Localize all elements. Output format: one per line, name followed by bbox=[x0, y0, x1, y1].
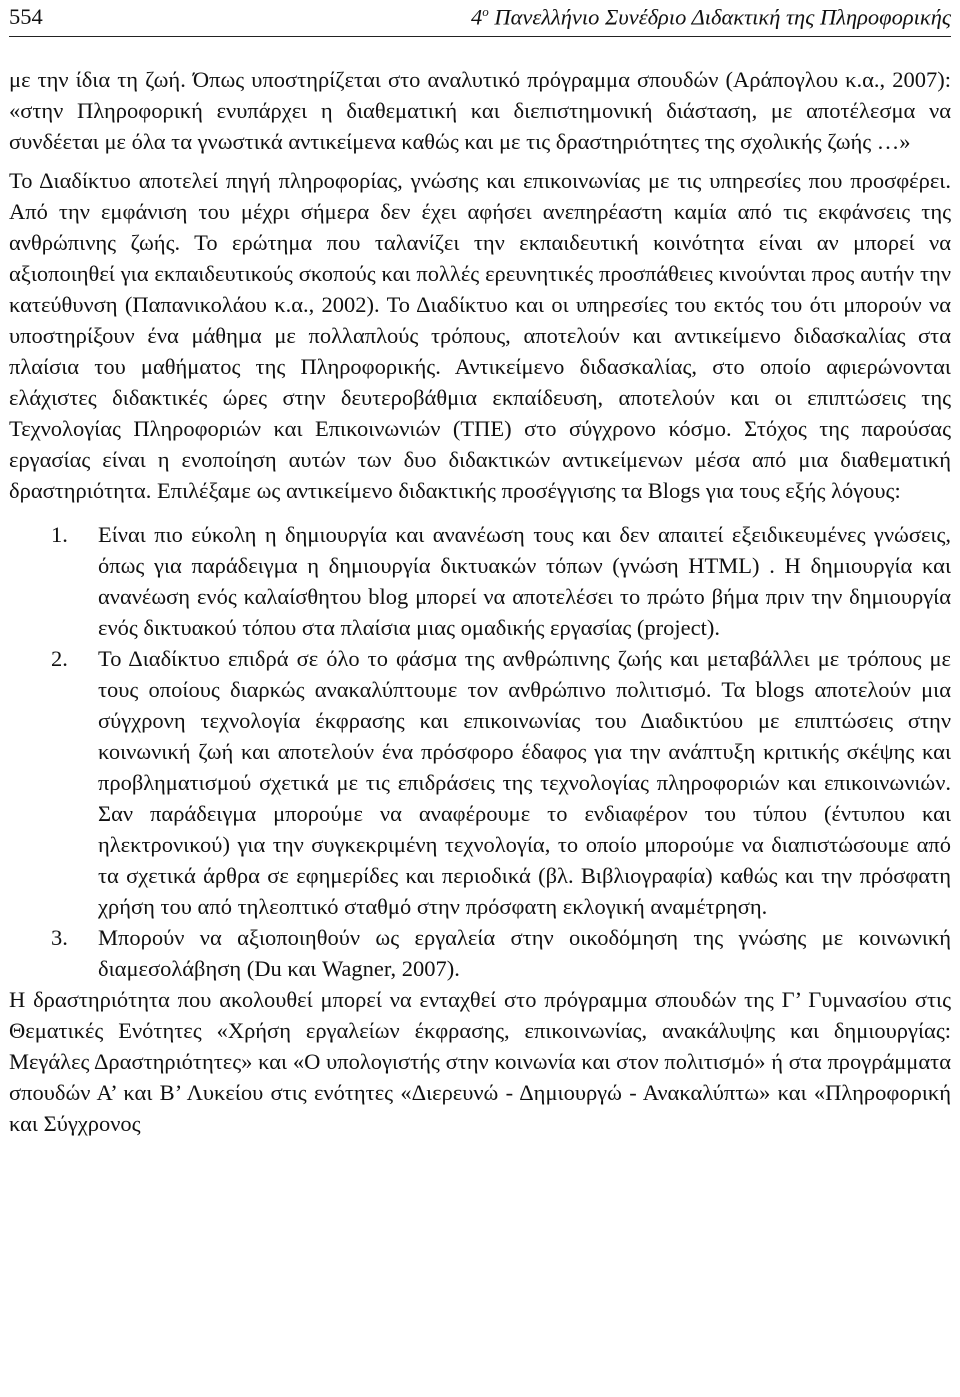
conference-title-rest: Πανελλήνιο Συνέδριο Διδακτική της Πληροφορικής bbox=[488, 4, 951, 30]
list-item bbox=[9, 922, 951, 984]
list-item-text: Είναι πιο εύκολη η δημιουργία και ανανέωση τους και δεν απαιτεί εξειδικευμένες γνώσεις, όπως για παράδειγμα η δημιουργία δικτυακών τόπων (γνώση HTML) . Η δημιουργία και ανανέωση ενός καλαίσθητου blog μπορεί να αποτελέσει το πρώτο βήμα πριν την δημιουργία ενός δικτυακού τόπου στα πλαίσια μιας ομαδικής εργασίας (project). bbox=[98, 522, 951, 640]
reasons-list bbox=[9, 519, 951, 984]
page-header bbox=[9, 2, 951, 37]
list-item-number: 1. bbox=[51, 522, 68, 547]
page-body bbox=[9, 64, 951, 1139]
paragraph-activity: Η δραστηριότητα που ακολουθεί μπορεί να ενταχθεί στο πρόγραμμα σπουδών της Γ’ Γυμνασίου στις Θεματικές Ενότητες «Χρήση εργαλείων έκφρασης, επικοινωνίας, ανακάλυψης και δημιουργίας: Μεγάλες Δραστηριότητες» και «Ο υπολογιστής στην κοινωνία και στον πολιτισμό» ή στα προγράμματα σπουδών Α’ και Β’ Λυκείου στις ενότητες «Διερευνώ - Δημιουργώ - Ανακαλύπτω» και «Πληροφορική και Σύγχρονος bbox=[9, 987, 951, 1136]
list-item-number: 3. bbox=[51, 925, 68, 950]
list-item-text: Το Διαδίκτυο επιδρά σε όλο το φάσμα της ανθρώπινης ζωής και μεταβάλλει με τρόπους με τους οποίους διαρκώς ανακαλύπτουμε τον ανθρώπινο πολιτισμό. Τα blogs αποτελούν μια σύγχρονη τεχνολογία έκφρασης και επικοινωνίας του Διαδικτύου με επιπτώσεις στην κοινωνική ζωή και αποτελούν ένα πρόσφορο έδαφος για την ανάπτυξη κριτικής σκέψης και προβληματισμού σχετικά με τις επιδράσεις της τεχνολογίας πληροφοριών και επικοινωνιών. Σαν παράδειγμα μπορούμε να αναφέρουμε το ενδιαφέρον του τύπου (έντυπου και ηλεκτρονικού) για την συγκεκριμένη τεχνολογία, το οποίο μπορούμε να διαπιστώσουμε από τα σχετικά άρθρα σε εφημερίδες και περιοδικά (βλ. Βιβλιογραφία) καθώς και την πρόσφατη χρήση του από τηλεοπτικό σταθμό στην πρόσφατη εκλογική αναμέτρηση. bbox=[98, 646, 951, 919]
list-item bbox=[9, 643, 951, 922]
paragraph-continuation: με την ίδια τη ζωή. Όπως υποστηρίζεται στο αναλυτικό πρόγραμμα σπουδών (Αράπογλου κ.α., 2007): «στην Πληροφορική ενυπάρχει η διαθεματική και διεπιστημονική διάσταση, με αποτέλεσμα να συνδέεται με όλα τα γνωστικά αντικείμενα καθώς και με τις δραστηριότητες της σχολικής ζωής …» bbox=[9, 67, 951, 154]
conference-title bbox=[471, 4, 951, 31]
paragraph-internet: Το Διαδίκτυο αποτελεί πηγή πληροφορίας, γνώσης και επικοινωνίας με τις υπηρεσίες που προσφέρει. Από την εμφάνιση του μέχρι σήμερα δεν έχει αφήσει ανεπηρέαστη καμία από τις εκφάνσεις της ανθρώπινης ζωής. Το ερώτημα που ταλανίζει την εκπαιδευτική κοινότητα είναι αν μπορεί να αξιοποιηθεί για εκπαιδευτικούς σκοπούς και πολλές ερευνητικές προσπάθειες κινούνται προς αυτήν την κατεύθυνση (Παπανικολάου κ.α., 2002). Το Διαδίκτυο και οι υπηρεσίες του εκτός του ότι μπορούν να υποστηρίξουν ένα μάθημα με πολλαπλούς τρόπους, αποτελούν και αντικείμενο διδασκαλίας στα πλαίσια του μαθήματος της Πληροφορικής. Αντικείμενο διδασκαλίας, στο οποίο αφιερώνονται ελάχιστες διδακτικές ώρες στην δευτεροβάθμια εκπαίδευση, αποτελούν και οι επιπτώσεις της Τεχνολογίας Πληροφοριών και Επικοινωνιών (ΤΠΕ) στο σύγχρονο κόσμο. Στόχος της παρούσας εργασίας είναι η ενοποίηση αυτών των δυο διδακτικών αντικείμενων μέσα από μια διαθεματική δραστηριότητα. Επιλέξαμε ως αντικείμενο διδακτικής προσέγγισης τα Blogs για τους εξής λόγους: bbox=[9, 168, 951, 503]
list-item-number: 2. bbox=[51, 646, 68, 671]
list-item bbox=[9, 519, 951, 643]
list-item-text: Μπορούν να αξιοποιηθούν ως εργαλεία στην οικοδόμηση της γνώσης με κοινωνική διαμεσολάβηση (Du και Wagner, 2007). bbox=[98, 925, 951, 981]
conference-title-superscript: ο bbox=[482, 4, 489, 19]
page-number: 554 bbox=[9, 4, 43, 29]
conference-title-prefix: 4 bbox=[470, 4, 483, 30]
